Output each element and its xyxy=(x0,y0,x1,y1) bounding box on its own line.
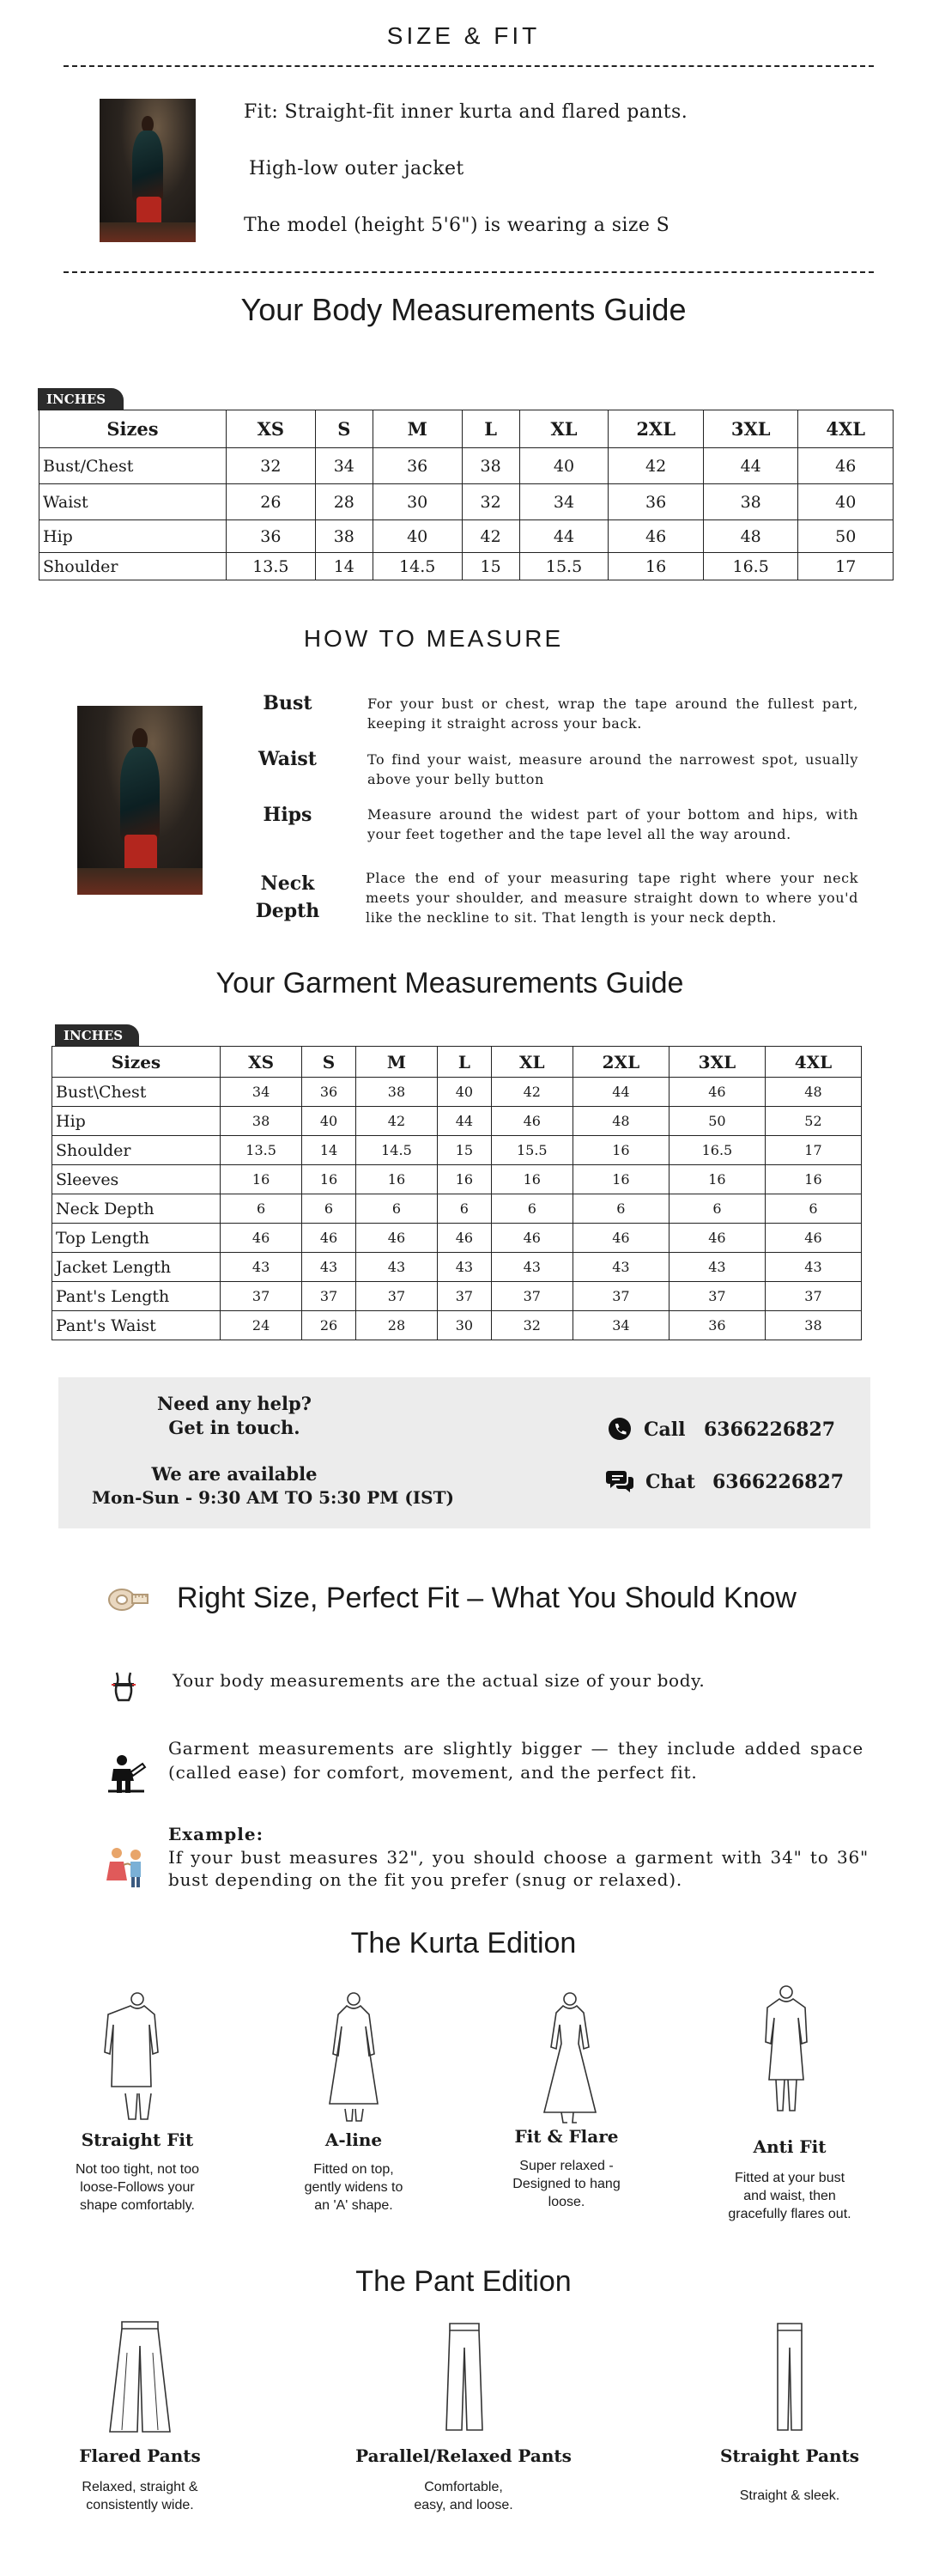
call-number: 6366226827 xyxy=(704,1419,836,1441)
cell: 14 xyxy=(315,553,373,580)
cell: 37 xyxy=(302,1282,356,1311)
how-to-measure-title: HOW TO MEASURE xyxy=(303,625,564,652)
cell: 43 xyxy=(573,1253,669,1282)
pant-desc-line: Comfortable, xyxy=(424,2480,503,2494)
pant-desc xyxy=(378,2478,549,2514)
header-cell: XS xyxy=(221,1047,302,1078)
model-size-note: The model (height 5'6") is wearing a size S xyxy=(244,215,670,236)
label-bust: Bust xyxy=(263,692,312,714)
kurta-desc-line: Designed to hang xyxy=(512,2177,621,2191)
row-label: Shoulder xyxy=(39,553,227,580)
cell: 46 xyxy=(221,1224,302,1253)
cell: 38 xyxy=(765,1311,861,1340)
cell: 16.5 xyxy=(669,1136,765,1165)
label-neck-depth: Neck Depth xyxy=(255,872,320,922)
cell: 34 xyxy=(573,1311,669,1340)
cell: 16 xyxy=(669,1165,765,1194)
cell: 6 xyxy=(573,1194,669,1224)
header-cell: 2XL xyxy=(609,410,704,448)
size-fit-title: SIZE & FIT xyxy=(386,22,541,49)
desc-neck-depth: Place the end of your measuring tape right where your neck meets your shoulder, and measure straight down to where you'd like the neckline to sit. That length is your neck depth. xyxy=(366,870,858,926)
cell: 14.5 xyxy=(373,553,462,580)
divider xyxy=(64,271,874,273)
header-cell: L xyxy=(438,1047,492,1078)
cell: 24 xyxy=(221,1311,302,1340)
cell: 44 xyxy=(438,1107,492,1136)
cell: 13.5 xyxy=(221,1136,302,1165)
kurta-desc-line: and waist, then xyxy=(743,2189,836,2203)
garment-measurements-table xyxy=(52,1046,862,1340)
cell: 38 xyxy=(703,484,798,520)
row-label: Bust\Chest xyxy=(52,1078,221,1107)
table-row xyxy=(52,1224,862,1253)
cell: 46 xyxy=(669,1224,765,1253)
cell: 42 xyxy=(609,448,704,484)
flared-pants-illustration xyxy=(101,2318,179,2439)
row-label: Bust/Chest xyxy=(39,448,227,484)
table-row xyxy=(52,1136,862,1165)
cell: 13.5 xyxy=(227,553,316,580)
cell: 46 xyxy=(765,1224,861,1253)
header-cell: 2XL xyxy=(573,1047,669,1078)
a-line-kurta-illustration xyxy=(319,1990,388,2131)
header-cell: M xyxy=(355,1047,437,1078)
cell: 43 xyxy=(221,1253,302,1282)
cell: 44 xyxy=(573,1078,669,1107)
row-label: Hip xyxy=(39,520,227,553)
cell: 46 xyxy=(302,1224,356,1253)
row-label: Top Length xyxy=(52,1224,221,1253)
cell: 43 xyxy=(669,1253,765,1282)
cell: 30 xyxy=(438,1311,492,1340)
pant-desc-line: consistently wide. xyxy=(86,2498,194,2512)
body-measure-icon xyxy=(106,1669,141,1710)
help-heading: Need any help? xyxy=(157,1393,312,1414)
header-cell: 3XL xyxy=(703,410,798,448)
header-cell: L xyxy=(462,410,519,448)
table-row xyxy=(39,448,894,484)
cell: 28 xyxy=(315,484,373,520)
cell: 46 xyxy=(669,1078,765,1107)
unit-tag: INCHES xyxy=(38,388,124,410)
header-cell: XS xyxy=(227,410,316,448)
header-cell: 4XL xyxy=(765,1047,861,1078)
header-cell: M xyxy=(373,410,462,448)
cell: 40 xyxy=(438,1078,492,1107)
kurta-name: Anti Fit xyxy=(753,2136,827,2157)
cell: 38 xyxy=(355,1078,437,1107)
cell: 15.5 xyxy=(491,1136,573,1165)
cell: 32 xyxy=(491,1311,573,1340)
cell: 37 xyxy=(669,1282,765,1311)
kurta-name: Straight Fit xyxy=(81,2129,194,2150)
cell: 16 xyxy=(573,1136,669,1165)
pant-name: Straight Pants xyxy=(719,2445,859,2466)
pant-name: Flared Pants xyxy=(79,2445,201,2466)
cell: 14.5 xyxy=(355,1136,437,1165)
cell: 40 xyxy=(373,520,462,553)
table-row xyxy=(52,1165,862,1194)
cell: 52 xyxy=(765,1107,861,1136)
cell: 34 xyxy=(315,448,373,484)
cell: 50 xyxy=(669,1107,765,1136)
cell: 46 xyxy=(491,1224,573,1253)
kurta-desc-line: gracefully flares out. xyxy=(728,2207,851,2221)
cell: 36 xyxy=(227,520,316,553)
cell: 46 xyxy=(609,520,704,553)
cell: 43 xyxy=(355,1253,437,1282)
kurta-name: A-line xyxy=(324,2129,383,2150)
cell: 14 xyxy=(302,1136,356,1165)
cell: 16 xyxy=(355,1165,437,1194)
chat-link[interactable] xyxy=(606,1468,855,1496)
cell: 36 xyxy=(669,1311,765,1340)
cell: 26 xyxy=(227,484,316,520)
model-photo xyxy=(100,99,196,242)
chat-label: Chat xyxy=(645,1471,695,1493)
row-label: Hip xyxy=(52,1107,221,1136)
cell: 36 xyxy=(373,448,462,484)
cell: 16 xyxy=(765,1165,861,1194)
cell: 50 xyxy=(798,520,894,553)
cell: 40 xyxy=(798,484,894,520)
cell: 15 xyxy=(438,1136,492,1165)
straight-pants-illustration xyxy=(771,2322,809,2437)
cell: 46 xyxy=(573,1224,669,1253)
cell: 42 xyxy=(462,520,519,553)
header-cell: 4XL xyxy=(798,410,894,448)
pant-edition-title: The Pant Edition xyxy=(355,2265,572,2298)
cell: 30 xyxy=(373,484,462,520)
row-label: Pant's Length xyxy=(52,1282,221,1311)
label-hips: Hips xyxy=(263,804,312,826)
unit-tag-garment: INCHES xyxy=(55,1024,139,1047)
example-text: If your bust measures 32", you should choose a garment with 34" to 36" bust depending on the fit you prefer (snug or relaxed). xyxy=(168,1847,869,1890)
kurta-desc xyxy=(704,2169,876,2223)
cell: 6 xyxy=(221,1194,302,1224)
row-label: Jacket Length xyxy=(52,1253,221,1282)
chat-icon xyxy=(606,1468,635,1498)
cell: 32 xyxy=(462,484,519,520)
fit-description: Fit: Straight-fit inner kurta and flared pants. xyxy=(244,101,688,123)
parallel-pants-illustration xyxy=(443,2322,486,2437)
header-cell: S xyxy=(302,1047,356,1078)
cell: 16 xyxy=(221,1165,302,1194)
row-label: Shoulder xyxy=(52,1136,221,1165)
cell: 37 xyxy=(573,1282,669,1311)
cell: 6 xyxy=(355,1194,437,1224)
header-cell: XL xyxy=(491,1047,573,1078)
cell: 17 xyxy=(765,1136,861,1165)
cell: 28 xyxy=(355,1311,437,1340)
table-header-row xyxy=(39,410,894,448)
pant-desc-line: easy, and loose. xyxy=(414,2498,513,2512)
pant-desc xyxy=(54,2478,226,2514)
know-title: Right Size, Perfect Fit – What You Should Know xyxy=(177,1582,797,1614)
pant-desc-line: Straight & sleek. xyxy=(739,2488,840,2503)
cell: 38 xyxy=(221,1107,302,1136)
cell: 16 xyxy=(573,1165,669,1194)
cell: 38 xyxy=(315,520,373,553)
cell: 44 xyxy=(703,448,798,484)
table-row xyxy=(52,1194,862,1224)
cell: 16 xyxy=(609,553,704,580)
call-link[interactable] xyxy=(608,1417,836,1443)
jacket-description: High-low outer jacket xyxy=(249,158,464,179)
cell: 6 xyxy=(302,1194,356,1224)
kurta-desc-line: Fitted at your bust xyxy=(734,2171,845,2185)
kurta-desc-line: Not too tight, not too xyxy=(75,2162,200,2177)
kurta-desc-line: Super relaxed - xyxy=(519,2159,614,2173)
table-row xyxy=(52,1311,862,1340)
garment-guide-title: Your Garment Measurements Guide xyxy=(215,967,684,999)
kurta-desc xyxy=(268,2160,439,2215)
divider xyxy=(64,65,874,67)
body-guide-title: Your Body Measurements Guide xyxy=(240,292,687,327)
cell: 42 xyxy=(355,1107,437,1136)
desc-bust: For your bust or chest, wrap the tape around the fullest part, keeping it straight across your back. xyxy=(367,696,858,732)
body-measurements-table xyxy=(39,410,894,580)
help-panel xyxy=(58,1377,870,1528)
cell: 16 xyxy=(438,1165,492,1194)
desc-hips: Measure around the widest part of your bottom and hips, with your feet together and the tape level all the way around. xyxy=(367,806,858,842)
kurta-desc-line: an 'A' shape. xyxy=(314,2198,393,2213)
cell: 16 xyxy=(491,1165,573,1194)
kurta-desc xyxy=(52,2160,223,2215)
phone-icon xyxy=(608,1417,632,1444)
header-cell: XL xyxy=(519,410,609,448)
kurta-desc-line: loose-Follows your xyxy=(80,2180,195,2195)
cell: 37 xyxy=(438,1282,492,1311)
row-label: Neck Depth xyxy=(52,1194,221,1224)
row-label: Pant's Waist xyxy=(52,1311,221,1340)
cell: 16.5 xyxy=(703,553,798,580)
anti-fit-kurta-illustration xyxy=(752,1984,821,2124)
cell: 37 xyxy=(355,1282,437,1311)
cell: 40 xyxy=(519,448,609,484)
header-cell: Sizes xyxy=(52,1047,221,1078)
cell: 43 xyxy=(302,1253,356,1282)
cell: 40 xyxy=(302,1107,356,1136)
fit-flare-kurta-illustration xyxy=(536,1990,604,2131)
model-photo-2 xyxy=(77,706,203,895)
cell: 38 xyxy=(462,448,519,484)
couple-icon xyxy=(105,1844,149,1893)
know-point-2: Garment measurements are slightly bigger — they include added space (called ease) for comfort, movement, and the perfect fit. xyxy=(168,1738,863,1783)
table-row xyxy=(39,484,894,520)
kurta-edition-title: The Kurta Edition xyxy=(350,1927,577,1959)
cell: 36 xyxy=(302,1078,356,1107)
help-subheading: Get in touch. xyxy=(168,1417,300,1438)
table-row xyxy=(39,520,894,553)
cell: 42 xyxy=(491,1078,573,1107)
cell: 6 xyxy=(438,1194,492,1224)
cell: 16 xyxy=(302,1165,356,1194)
table-row xyxy=(52,1078,862,1107)
cell: 46 xyxy=(491,1107,573,1136)
cell: 46 xyxy=(355,1224,437,1253)
row-label: Sleeves xyxy=(52,1165,221,1194)
pant-desc-line: Relaxed, straight & xyxy=(82,2480,198,2494)
header-cell: S xyxy=(315,410,373,448)
cell: 37 xyxy=(221,1282,302,1311)
row-label: Waist xyxy=(39,484,227,520)
cell: 48 xyxy=(703,520,798,553)
table-row xyxy=(52,1253,862,1282)
example-label: Example: xyxy=(168,1824,264,1844)
pant-name: Parallel/Relaxed Pants xyxy=(355,2445,572,2466)
cell: 6 xyxy=(669,1194,765,1224)
cell: 6 xyxy=(491,1194,573,1224)
cell: 43 xyxy=(491,1253,573,1282)
straight-fit-kurta-illustration xyxy=(103,1990,172,2131)
table-row xyxy=(52,1282,862,1311)
cell: 44 xyxy=(519,520,609,553)
table-row xyxy=(52,1107,862,1136)
kurta-desc-line: loose. xyxy=(548,2195,585,2209)
cell: 48 xyxy=(765,1078,861,1107)
cell: 36 xyxy=(609,484,704,520)
cell: 43 xyxy=(765,1253,861,1282)
call-label: Call xyxy=(644,1419,686,1441)
desc-waist: To find your waist, measure around the narrowest spot, usually above your belly button xyxy=(367,751,858,787)
cell: 37 xyxy=(765,1282,861,1311)
know-point-1: Your body measurements are the actual size of your body. xyxy=(173,1670,706,1691)
availability-heading: We are available xyxy=(151,1463,318,1485)
header-cell: 3XL xyxy=(669,1047,765,1078)
cell: 43 xyxy=(438,1253,492,1282)
tailor-icon xyxy=(105,1752,148,1800)
cell: 46 xyxy=(798,448,894,484)
kurta-desc-line: shape comfortably. xyxy=(80,2198,195,2213)
cell: 46 xyxy=(438,1224,492,1253)
cell: 6 xyxy=(765,1194,861,1224)
kurta-desc-line: Fitted on top, xyxy=(313,2162,394,2177)
table-header-row xyxy=(52,1047,862,1078)
cell: 32 xyxy=(227,448,316,484)
chat-number: 6366226827 xyxy=(712,1471,845,1493)
cell: 34 xyxy=(519,484,609,520)
cell: 48 xyxy=(573,1107,669,1136)
kurta-name: Fit & Flare xyxy=(514,2126,619,2147)
pant-desc xyxy=(704,2487,876,2505)
cell: 17 xyxy=(798,553,894,580)
measuring-tape-icon xyxy=(106,1584,151,1619)
label-waist: Waist xyxy=(258,748,317,770)
cell: 34 xyxy=(221,1078,302,1107)
cell: 15.5 xyxy=(519,553,609,580)
cell: 15 xyxy=(462,553,519,580)
kurta-desc-line: gently widens to xyxy=(304,2180,403,2195)
header-cell: Sizes xyxy=(39,410,227,448)
table-row xyxy=(39,553,894,580)
kurta-desc xyxy=(481,2157,652,2211)
cell: 37 xyxy=(491,1282,573,1311)
cell: 26 xyxy=(302,1311,356,1340)
availability-hours: Mon-Sun - 9:30 AM TO 5:30 PM (IST) xyxy=(92,1487,454,1508)
